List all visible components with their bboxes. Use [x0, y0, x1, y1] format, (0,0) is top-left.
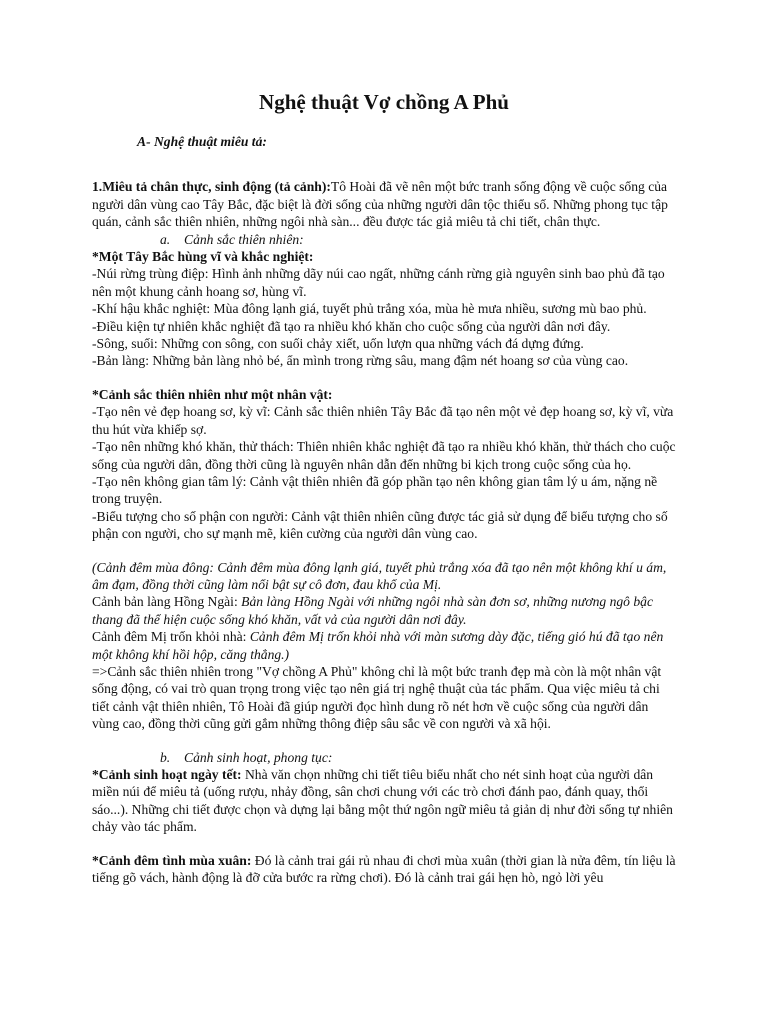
- paragraph-spring-night: *Cảnh đêm tình mùa xuân: Đó là cảnh trai gái rủ nhau đi chơi mùa xuân (thời gian là nửa đêm, tín liệu là tiếng gõ vách, hành động là đỡ cửa bước ra rừng chơi). Đó là cảnh trai gái hẹn hò, ngỏ lời yêu: [92, 852, 676, 886]
- document-title: Nghệ thuật Vợ chồng A Phủ: [259, 90, 509, 114]
- paragraph-text: Tô Hoài đã vẽ nên một bức tranh sống động về cuộc sống của người dân vùng cao Tây Bắc, đặc biệt là đời sống của những người dân tộc thiểu số. Những phong tục tập quán, cảnh sắc thiên nhiên, những ngôi nhà sàn... đều được tác giả miêu tả chi tiết, chân thực.: [92, 179, 668, 230]
- paragraph-tet: *Cảnh sinh hoạt ngày tết: Nhà văn chọn những chi tiết tiêu biểu nhất cho nét sinh hoạt của người dân miền núi để miêu tả (uống rượu, nhảy đồng, sân chơi chung với các trò chơi đánh pao, đánh quay, thổi sáo...). Những chi tiết được chọn và dựng lại bằng một thứ ngôn ngữ miêu tả giản dị như đời sống tự nhiên chảy vào tác phẩm.: [92, 767, 673, 835]
- paragraph-heading: 1.Miêu tả chân thực, sinh động (tả cảnh):: [92, 179, 331, 195]
- list-item: -Biểu tượng cho số phận con người: Cảnh vật thiên nhiên cũng được tác giả sử dụng để biểu tượng cho số phận con người, cho sự mạnh mẽ, kiên cường của người dân vùng cao.: [92, 508, 668, 542]
- heading-taybac: *Một Tây Bắc hùng vĩ và khắc nghiệt:: [92, 249, 314, 265]
- heading-nature-as-character: *Cảnh sắc thiên nhiên như một nhân vật:: [92, 386, 333, 402]
- list-item: -Tạo nên vẻ đẹp hoang sơ, kỳ vĩ: Cảnh sắc thiên nhiên Tây Bắc đã tạo nên một vẻ đẹp hoang sơ, kỳ vĩ, vừa thu hút vừa khiếp sợ.: [92, 404, 674, 437]
- list-item: -Điều kiện tự nhiên khắc nghiệt đã tạo ra nhiều khó khăn cho cuộc sống của người dân nơi đây.: [92, 318, 611, 334]
- document-body: [92, 133, 678, 886]
- subsection-label: Cảnh sinh hoạt, phong tục:: [184, 749, 333, 765]
- list-item: -Tạo nên những khó khăn, thử thách: Thiên nhiên khắc nghiệt đã tạo ra nhiều khó khăn, thử thách cho cuộc sống của người dân, đồng thời cũng là nguyên nhân dẫn đến những bi kịch trong cuộc sống của họ.: [92, 439, 676, 472]
- subsection-marker: b.: [160, 749, 171, 765]
- subsection-marker: a.: [160, 231, 171, 247]
- list-item: -Sông, suối: Những con sông, con suối chảy xiết, uốn lượn qua những vách đá dựng đứng.: [92, 336, 584, 352]
- subsection-label: Cảnh sắc thiên nhiên:: [184, 231, 304, 247]
- list-item: -Tạo nên không gian tâm lý: Cảnh vật thiên nhiên đã góp phần tạo nên không gian tâm lý u ám, nặng nề trong truyện.: [92, 473, 658, 507]
- list-item: -Khí hậu khắc nghiệt: Mùa đông lạnh giá, tuyết phủ trắng xóa, mùa hè mưa nhiều, sương mù bao phủ.: [92, 301, 647, 317]
- example-mi-escape: Cảnh đêm Mị trốn khỏi nhà: Cảnh đêm Mị trốn khỏi nhà với màn sương dày đặc, tiếng gió hú đã tạo nên một không khí hồi hộp, căng thẳng.): [92, 629, 664, 662]
- paragraph-conclusion: =>Cảnh sắc thiên nhiên trong "Vợ chồng A Phủ" không chỉ là một bức tranh đẹp mà còn là một nhân vật sống động, có vai trò quan trọng trong việc tạo nên giá trị nghệ thuật của tác phẩm. Qua việc miêu tả chi tiết cảnh vật thiên nhiên, Tô Hoài đã giúp người đọc hình dung rõ nét hơn về cuộc sống của người dân vùng cao, đồng thời cũng gửi gắm những thông điệp sâu sắc về con người và xã hội.: [92, 663, 662, 732]
- list-item: -Bản làng: Những bản làng nhỏ bé, ẩn mình trong rừng sâu, mang đậm nét hoang sơ của vùng cao.: [92, 353, 629, 369]
- section-heading-a: A- Nghệ thuật miêu tả:: [137, 134, 267, 149]
- example-winter-night: (Cảnh đêm mùa đông: Cảnh đêm mùa đông lạnh giá, tuyết phủ trắng xóa đã tạo nên một không khí u ám, âm đạm, đồng thời cũng làm nổi bật sự cô đơn, đau khổ của Mị.: [92, 559, 667, 592]
- subsection-b: [160, 749, 678, 766]
- paragraph-realistic-description: [92, 178, 678, 230]
- example-hong-ngai: Cảnh bản làng Hồng Ngài: Bản làng Hồng Ngài với những ngôi nhà sàn đơn sơ, những nương ngô bậc thang đã thể hiện cuộc sống khó khăn, vất vả của người dân nơi đây.: [92, 594, 654, 627]
- list-item: -Núi rừng trùng điệp: Hình ảnh những dãy núi cao ngất, những cánh rừng già nguyên sinh bao phủ đã tạo nên một khung cảnh hoang sơ, hùng vĩ.: [92, 266, 665, 299]
- subsection-a: [160, 231, 678, 248]
